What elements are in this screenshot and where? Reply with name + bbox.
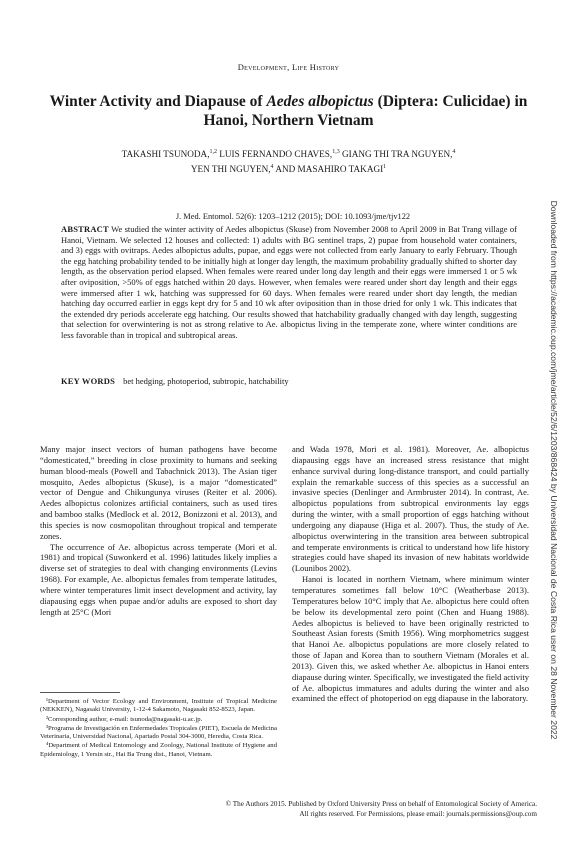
footnote-1: ¹Department of Vector Ecology and Environment, Institute of Tropical Medicine (NEKKEN), Nagasaki University, 1-12-4 Sakamoto, Nagasaki 852-8523, Japan.	[40, 698, 277, 714]
section-label: Development, Life History	[237, 62, 340, 72]
left-column	[40, 444, 277, 618]
intro-paragraph-3: and Wada 1978, Mori et al. 1981). Moreover, Ae. albopictus diapausing eggs have an increased stress resistance that might enhance survival during long-distance transport, and could partially explain the remarkable success of this species as a successful an invasive species (Denlinger and Armbruster 2014). In contrast, Ae. albopictus populations from subtropical environments lay eggs during the winter, with a small proportion of eggs hatching without undergoing any diapause (Higa et al. 2007). Thus, the study of Ae. albopictus overwintering in the transition area between subtropical and temperate environments is critical to understand how life history strategies could have shaped its invasion of new habitats worldwide (Lounibos 2002).	[292, 444, 529, 574]
intro-paragraph-1: Many major insect vectors of human pathogens have become “domesticated,” breeding in close proximity to humans and seeking human blood-meals (Powell and Tabachnick 2013). The Asian tiger mosquito, Aedes albopictus (Skuse), is a major “domesticated” vector of Dengue and Chikungunya viruses (Reiter et al. 2006). Aedes albopictus colonizes artificial containers, such as used tires and bamboo stalks (Medlock et al. 2012, Bonizzoni et al. 2013), and this species is now cosmopolitan throughout tropical and temperate zones.	[40, 444, 277, 541]
article-title: Winter Activity and Diapause of Aedes albopictus (Diptera: Culicidae) in Hanoi, Northern Vietnam	[49, 93, 528, 129]
abstract	[61, 224, 517, 341]
citation-line: J. Med. Entomol. 52(6): 1203–1212 (2015); DOI: 10.1093/jme/tjv122	[175, 212, 411, 221]
footnote-4: ⁴Department of Medical Entomology and Zoology, National Institute of Hygiene and Epidemiology, 1 Yersin str., Hai Ba Trung dist., Hanoi, Vietnam.	[40, 742, 277, 758]
download-watermark: Downloaded from https://academic.oup.com/jme/article/52/6/1203/868424 by Universidad Nacional de Costa Rica user on 28 November 2022	[549, 200, 559, 740]
footnote-3: ³Programa de Investigación en Enfermedades Tropicales (PIET), Escuela de Medicina Veterinaria, Universidad Nacional, Apartado Postal 304-3000, Heredia, Costa Rica.	[40, 724, 277, 741]
keywords	[61, 376, 517, 386]
keywords-text: bet hedging, photoperiod, subtropic, hatchability	[123, 376, 289, 386]
footnotes	[40, 698, 277, 760]
abstract-text: We studied the winter activity of Aedes albopictus (Skuse) from November 2008 to April 2009 in Bat Trang village of Hanoi, Vietnam. We selected 12 houses and collected: 1) adults with BG sentinel traps, 2) pupae from household water containers, and 3) eggs with ovitraps. Aedes albopictus adults, pupae, and eggs were not collected from early January to early February. Though the egg hatching probability tended to be initially high at longer day length, the maximum probability gradually shifted to shorter day length, as the observation period elapsed. When females were reared under long day length and their eggs were immersed 1 or 5 wk after oviposition, >50% of eggs hatched within 20 days. However, when females were reared under short day length and their eggs were immersed after 1 wk, hatching was suppressed for 60 days. When females were reared under short day length, the median hatching day occurred earlier in eggs kept dry for 5 and 10 wk after oviposition than in those dried for only 1 wk. This indicates that the extended dry periods accelerate egg hatching. Our results showed that hatchability gradually changed with day length, suggesting that selection for overwintering is not as strong relative to Ae. albopictus living in the temperate zone, where winter conditions are less favorable than in tropical and subtropical areas.	[61, 224, 517, 340]
abstract-label: ABSTRACT	[61, 224, 109, 234]
intro-paragraph-4: Hanoi is located in northern Vietnam, where minimum winter temperatures sometimes fall below 10°C (Weatherbase 2013). Temperatures below 10°C imply that Ae. albopictus here could often be below its developmental zero point (Chen and Huang 1988). Aedes albopictus is believed to have been originally restricted to Southeast Asian forests (Smith 1956). Wing morphometrics suggest that Hanoi Ae. albopictus populations are more closely related to those of Japan and Korea than to southern Vietnam (Morales et al. 2013). Given this, we asked whether Ae. albopictus in Hanoi enters diapause during winter. Specifically, we investigated the field activity of Ae. albopictus immatures and adults during the winter and also examined the effect of photoperiod on egg diapause in the laboratory.	[292, 574, 529, 704]
author-list: TAKASHI TSUNODA,$^{1,2}$ LUIS FERNANDO CHAVES,$^{1,3}$ GIANG THI TRA NGUYEN,$^4$ YEN THI NGUYEN,$^4$ AND MASAHIRO TAKAGI$^1$	[121, 149, 456, 175]
footnote-2: ²Corresponding author, e-mail: tsunoda@nagasaki-u.ac.jp.	[46, 715, 203, 723]
keywords-label: KEY WORDS	[61, 376, 115, 386]
copyright-notice: © The Authors 2015. Published by Oxford University Press on behalf of Entomological Society of America. All rights reserved. For Permissions, please email: journals.permissions@oup.com	[225, 800, 537, 818]
intro-paragraph-2: The occurrence of Ae. albopictus across temperate (Mori et al. 1981) and tropical (Suwonkerd et al. 1996) latitudes likely implies a diverse set of strategies to deal with changing environments (Levins 1968). For example, Ae. albopictus females from temperate latitudes, where winter temperatures limit insect development and activity, lay diapausing eggs when pupae and/or adults are exposed to short day length at 25°C (Mori	[40, 541, 277, 617]
right-column	[292, 444, 529, 704]
footnote-divider	[40, 692, 120, 693]
